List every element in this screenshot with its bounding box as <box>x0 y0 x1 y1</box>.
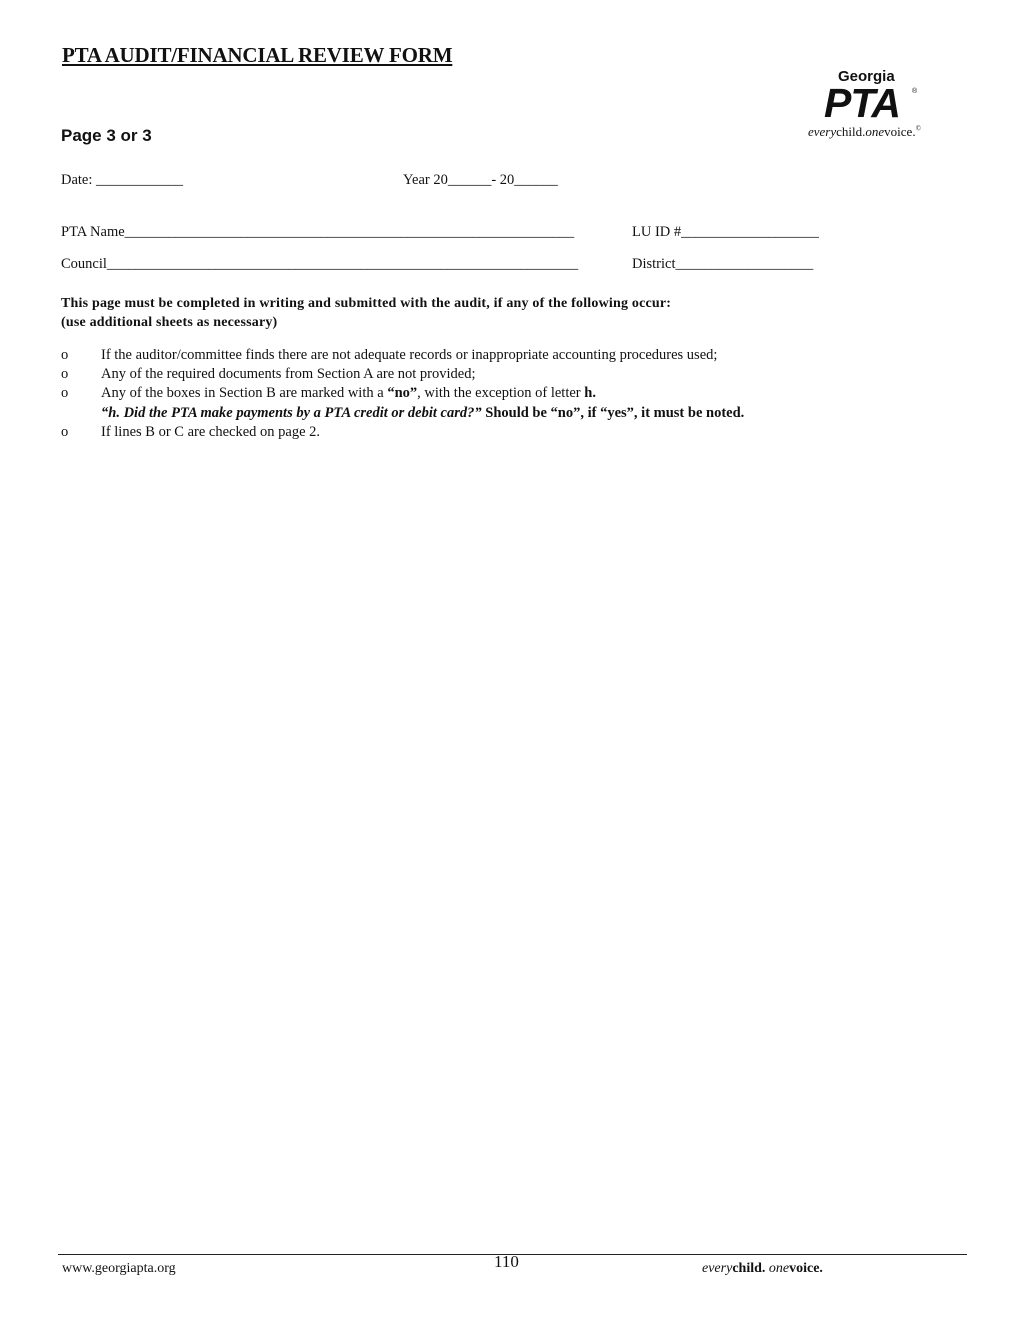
logo-tagline-voice: voice. <box>884 124 916 139</box>
slogan-child: child. <box>732 1261 766 1276</box>
list-item-text: If lines B or C are checked on page 2. <box>101 423 321 440</box>
item3-quote: “h. Did the PTA make payments by a PTA credit or debit card?” <box>101 404 482 421</box>
logo-tagline-one: one <box>865 124 885 139</box>
slogan-every: every <box>702 1261 733 1276</box>
council-field[interactable]: Council_________________________________________________________________ <box>61 256 579 272</box>
list-item-text: If the auditor/committee finds there are not adequate records or inappropriate accounting procedures used; <box>101 347 718 363</box>
logo-tagline-every: every <box>808 124 837 139</box>
list-item-text <box>101 384 596 403</box>
bullet-icon: o <box>61 347 69 363</box>
list-item <box>61 384 744 403</box>
list-item-note <box>61 404 744 423</box>
notice-line-1: This page must be completed in writing and submitted with the audit, if any of the following occur: <box>61 296 672 311</box>
date-field[interactable]: Date: ____________ <box>61 172 184 188</box>
list-item <box>61 365 744 384</box>
page-number: 110 <box>494 1252 519 1271</box>
district-field[interactable]: District___________________ <box>632 256 814 272</box>
logo-tagline-child: child. <box>836 124 866 139</box>
list-item <box>61 423 744 442</box>
conditions-list <box>61 346 744 442</box>
form-title: PTA AUDIT/FINANCIAL REVIEW FORM <box>62 43 453 67</box>
logo-tagline-mark: © <box>915 124 921 133</box>
lu-id-field[interactable]: LU ID #___________________ <box>632 224 819 240</box>
notice-line-2: (use additional sheets as necessary) <box>61 315 278 330</box>
item3-text-pre: Any of the boxes in Section B are marked with a <box>101 385 388 402</box>
logo-brand: PTA <box>824 80 900 126</box>
bullet-icon: o <box>61 423 69 440</box>
georgia-pta-logo <box>808 68 948 142</box>
page-label: Page 3 or 3 <box>61 126 152 145</box>
logo-tagline <box>808 124 921 140</box>
slogan-voice: voice. <box>789 1261 823 1276</box>
list-item-text: Any of the required documents from Section A are not provided; <box>101 366 476 383</box>
list-item <box>61 346 744 365</box>
footer-slogan <box>702 1261 823 1277</box>
item3-no-emphasis: “no” <box>387 385 418 402</box>
year-field[interactable]: Year 20______- 20______ <box>403 172 558 188</box>
logo-registered-mark: ® <box>912 88 918 95</box>
footer-website: www.georgiapta.org <box>62 1261 176 1276</box>
bullet-icon: o <box>61 385 69 402</box>
instructions-notice <box>61 294 671 332</box>
slogan-one: one <box>765 1261 790 1276</box>
pta-name-field[interactable]: PTA Name______________________________________________________________ <box>61 224 575 240</box>
logo-state: Georgia <box>838 68 895 85</box>
bullet-icon: o <box>61 366 69 383</box>
item3-letter-h: h. <box>584 385 596 402</box>
item3-text-mid: , with the exception of letter <box>417 385 585 402</box>
item3-rest: Should be “no”, if “yes”, it must be noted. <box>481 404 745 421</box>
